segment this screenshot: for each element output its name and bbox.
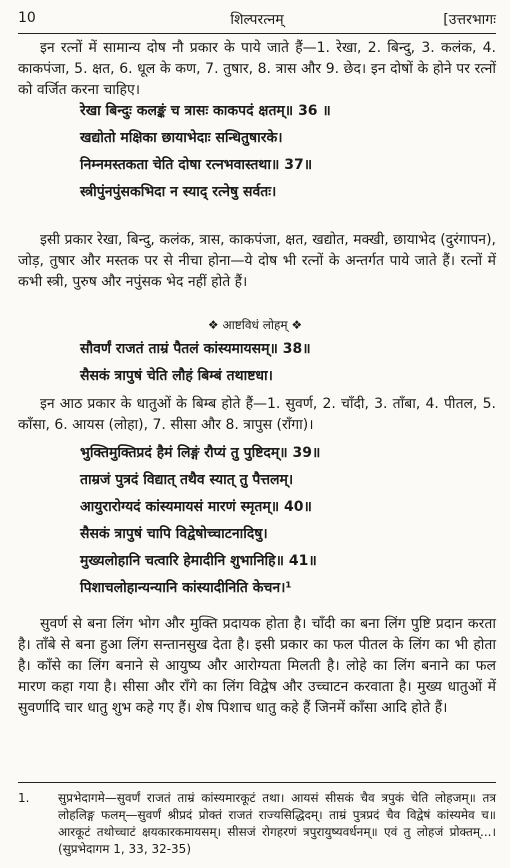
running-title: शिल्परत्नम् xyxy=(230,12,284,28)
verse-line: ताम्रजं पुत्रदं विद्यात् तथैव स्यात् तु पैत्तलम्। xyxy=(80,472,294,488)
header-rule xyxy=(18,33,496,34)
verse-line: सैसकं त्रापुषं चेति लौहं बिम्बं तथाष्टधा। xyxy=(80,368,273,384)
paragraph-eight-metals: इन आठ प्रकार के धातुओं के बिम्ब होते हैं—1. सुवर्ण, 2. चाँदी, 3. ताँबा, 4. पीतल, 5. काँसा, 6. आयस (लोहा), 7. सीसा और 8. त्रापुस (राँगा)। xyxy=(18,396,496,433)
verse-line: खद्योतो मक्षिका छायाभेदाः सन्धितुषारके। xyxy=(80,130,283,146)
page-header xyxy=(18,10,496,32)
verse-line: निम्नमस्तकता चेति दोषा रत्नभवास्तथा॥ 37॥ xyxy=(80,157,313,173)
verse-line: सैसकं त्रापुषं चापि विद्वेषोच्चाटनादिषु। xyxy=(80,526,268,542)
verse-line: पिशाचलोहान्यन्यानि कांस्यादीनिति केचन।¹ xyxy=(80,580,292,596)
paragraph-defects-explained: इसी प्रकार रेखा, बिन्दु, कलंक, त्रास, काकपंजा, क्षत, खद्योत, मक्खी, छायाभेद (दुरंगापन), जोड़, तुषार और मस्तक पर से नीचा होना—ये दोष भी रत्नों के अन्तर्गत पाये जाते हैं। रत्नों में कभी स्त्री, पुरुष और नपुंसक भेद नहीं होते हैं। xyxy=(18,232,496,290)
verse-line: आयुरारोग्यदं कांस्यमायसं मारणं स्मृतम्॥ 40॥ xyxy=(80,499,312,515)
verse-block-39-41 xyxy=(80,440,500,602)
verse-line: मुख्यलोहानि चत्वारि हेमादीनि शुभानिहि॥ 41॥ xyxy=(80,553,317,569)
section-subheading: ❖ आष्टविधं लोहम् ❖ xyxy=(207,318,303,332)
verse-line: रेखा बिन्दुः कलङ्कं च त्रासः काकपदं क्षतम्॥ 36 ॥ xyxy=(80,103,331,119)
verse-line: भुक्तिमुक्तिप्रदं हैमं लिङ्गं रौप्यं तु पुष्टिदम्॥ 39॥ xyxy=(80,445,321,461)
verse-line: स्त्रीपुंनपुंसकभिदा न स्याद् रत्नेषु सर्वतः। xyxy=(80,184,277,200)
footnote-text: सुप्रभेदागमे—सुवर्णं राजतं ताम्रं कांस्यमारकूटं तथा। आयसं सीसकं चैव त्रपुकं चेति लोहजम्॥ तत्र लोहलिङ्ग फलम्—सुवर्णं श्रीप्रदं प्रोक्तं राजतं राज्यसिद्धिदम्। ताम्रं पुत्रप्रदं चैव विद्वेषं कांस्यमेव च॥ आरकूटं तथोच्चाटं क्षयकारकमायसम्। सीसजं रोगहरणं त्रपुरायुष्यवर्धनम्॥ एवं तु लोहजं प्रोक्तम्...। (सुप्रभेदागम 1, 33, 32-35) xyxy=(58,791,496,856)
footnote-rule xyxy=(18,782,496,783)
verse-block-38 xyxy=(80,336,500,390)
verse-block-36-37 xyxy=(80,98,500,206)
page-number: 10 xyxy=(18,10,36,26)
footnote-number: 1. xyxy=(18,791,30,805)
paragraph-linga-fruits: सुवर्ण से बना लिंग भोग और मुक्ति प्रदायक होता है। चाँदी का बना लिंग पुष्टि प्रदान करता है। ताँबे से बना हुआ लिंग सन्तानसुख देता है। इसी प्रकार का फल पीतल के लिंग का भी होता है। काँसे का लिंग बनाने से आयुष्य और आरोग्यता मिलती है। लोहे का लिंग बनाने का फल मारण कहा गया है। सीसा और राँगे का लिंग विद्वेष और उच्चाटन करवाता है। मुख्य धातुओं में सुवर्णादि चार धातु शुभ कहे गए हैं। शेष पिशाच धातु कहे हैं जिनमें काँसा आदि होते हैं। xyxy=(18,616,496,716)
section-label: [उत्तरभागः xyxy=(443,12,496,28)
paragraph-defects: इन रत्नों में सामान्य दोष नौ प्रकार के पाये जाते हैं—1. रेखा, 2. बिन्दु, 3. कलंक, 4. काकपंजा, 5. क्षत, 6. धूल के कण, 7. तुषार, 8. त्रास और 9. छेद। इन दोषों के होने पर रत्नों को वर्जित करना चाहिए। xyxy=(18,40,496,98)
verse-line: सौवर्णं राजतं ताम्रं पैतलं कांस्यमायसम्॥ 38॥ xyxy=(80,341,311,357)
